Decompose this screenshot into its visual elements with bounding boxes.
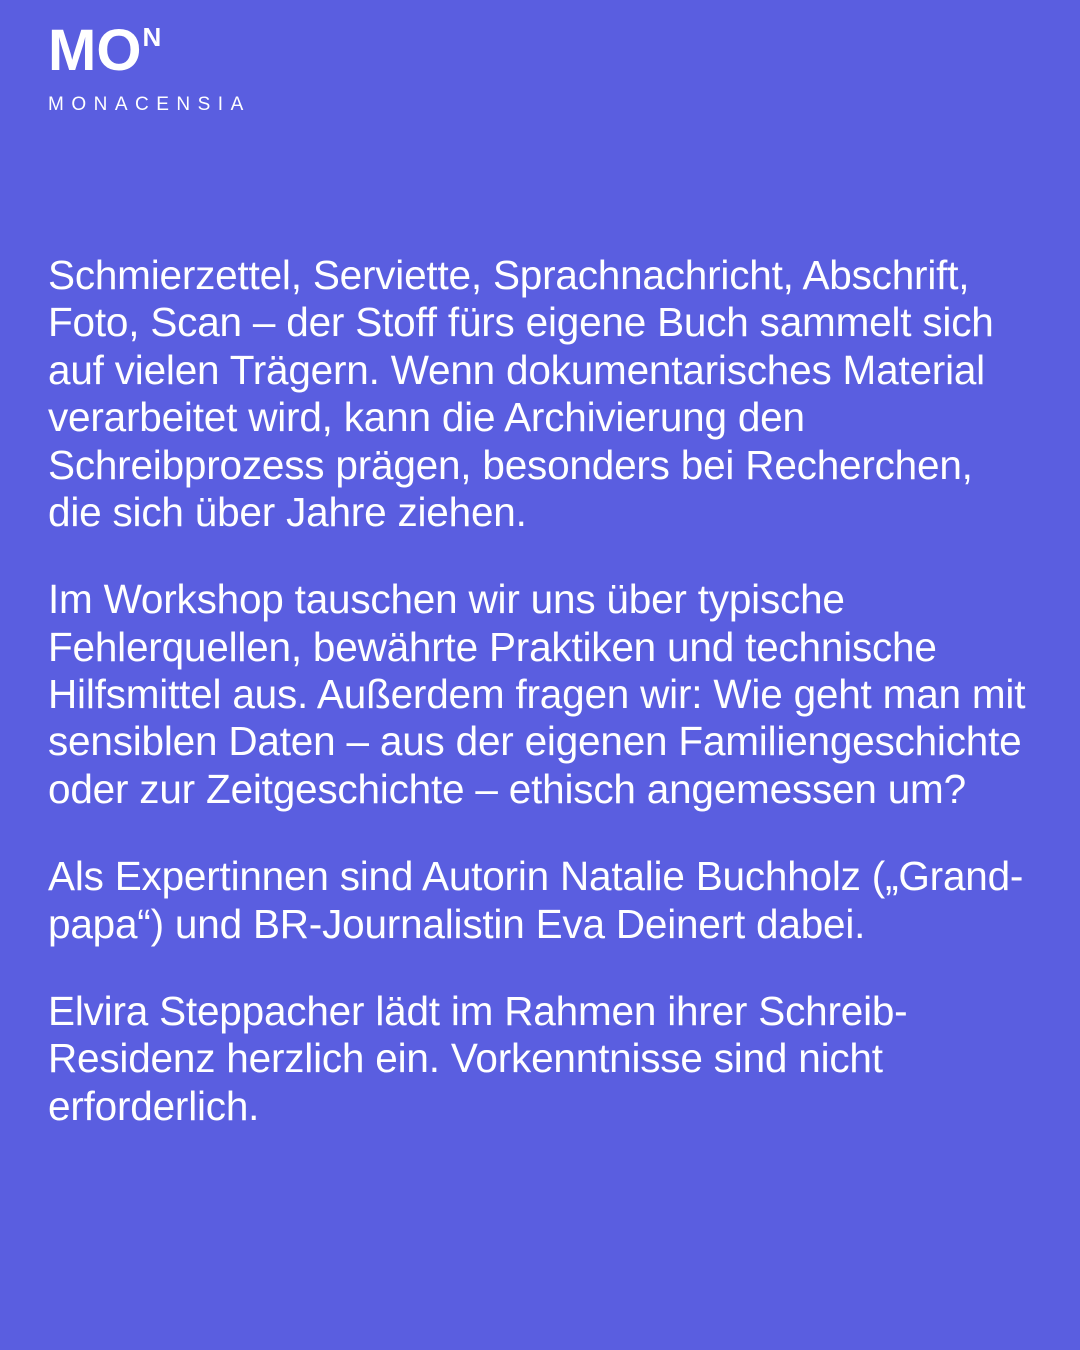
logo-mark-main: MO: [48, 18, 142, 83]
paragraph-2: Im Workshop tauschen wir uns über typische Fehlerquellen, bewährte Praktiken und technische Hilfsmittel aus. Außerdem fragen wir: Wie geht man mit sensiblen Daten – aus der eigenen Familiengeschichte oder zur Zeitgeschichte – ethisch angemessen um?: [48, 576, 1026, 812]
logo-wordmark: MONACENSIA: [48, 94, 251, 115]
paragraph-1: Schmierzettel, Serviette, Sprachnachricht, Abschrift, Foto, Scan – der Stoff fürs eigene Buch sammelt sich auf vielen Trägern. Wenn dokumentarisches Material verarbeitet wird, kann die Archivierung den Schreibprozess prägen, besonders bei Recherchen, die sich über Jahre ziehen.: [48, 252, 994, 535]
body-copy: [48, 252, 1034, 1130]
logo-mark: [48, 18, 251, 83]
monacensia-logo-icon: [48, 18, 251, 116]
paragraph-4: Elvira Steppacher lädt im Rahmen ihrer Schreib-Residenz herzlich ein. Vorkenntnisse sind nicht erforderlich.: [48, 987, 908, 1129]
paragraph-3: Als Expertinnen sind Autorin Natalie Buchholz („Grand-papa“) und BR-Journalistin Eva Deinert dabei.: [48, 853, 1024, 947]
logo-mark-superscript: N: [142, 22, 161, 52]
